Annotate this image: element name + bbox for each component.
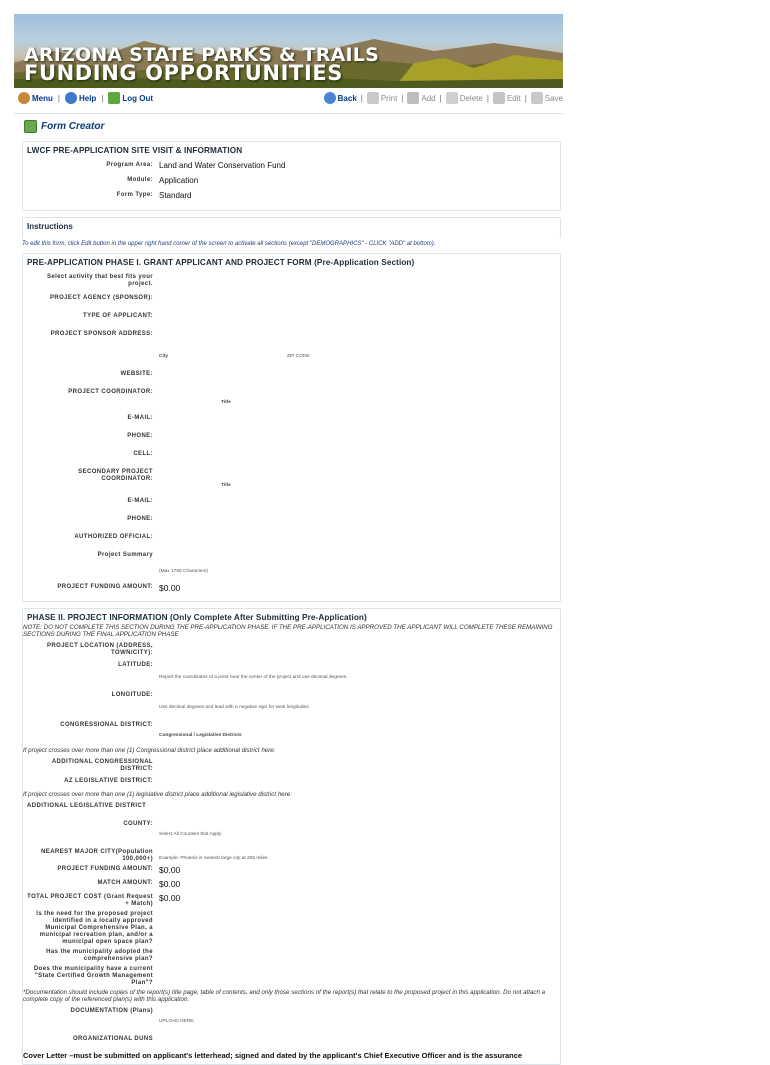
add-label: Add <box>421 93 436 103</box>
print-icon <box>367 92 379 104</box>
form-info-title: LWCF PRE-APPLICATION SITE VISIT & INFORMATION <box>27 146 243 155</box>
program-area-value: Land and Water Conservation Fund <box>159 161 286 170</box>
phase1-funding-value: $0.00 <box>159 583 181 593</box>
module-value: Application <box>159 176 199 185</box>
toolbar-left: Menu | Help | Log Out <box>18 92 153 104</box>
save-button[interactable] <box>531 92 563 104</box>
authorized-official-label: AUTHORIZED OFFICIAL: <box>74 534 153 540</box>
location-label: PROJECT LOCATION (ADDRESS, TOWN/CITY): <box>47 643 153 656</box>
phase2-funding-label: PROJECT FUNDING AMOUNT: <box>57 866 153 872</box>
match-label: MATCH AMOUNT: <box>97 880 153 886</box>
add-button[interactable] <box>407 92 435 104</box>
logout-label: Log Out <box>122 93 154 103</box>
banner-title-line2: FUNDING OPPORTUNITIES <box>24 61 344 85</box>
menu-button[interactable] <box>18 92 53 104</box>
congressional-districts-link[interactable]: Congressional / Legislative Districts <box>159 733 242 738</box>
save-icon <box>531 92 543 104</box>
applicant-type-label: TYPE OF APPLICANT: <box>83 313 153 319</box>
delete-label: Delete <box>459 93 483 103</box>
edit-icon <box>493 92 505 104</box>
phone-label: PHONE: <box>127 433 153 439</box>
banner-title-line1: ARIZONA STATE PARKS & TRAILS <box>24 44 379 66</box>
content <box>14 113 563 1065</box>
additional-legislative-label: ADDITIONAL LEGISLATIVE DISTRICT <box>27 803 147 809</box>
documentation-note: *Documentation should include copies of the report(s) title page, table of contents, and only those sections of the report(s) that relate to the proposed project in this application. Do not attach a complete copy of the referenced plan(s) with this application. <box>23 989 546 1003</box>
longitude-label: LONGITUDE: <box>111 692 153 698</box>
edit-button[interactable] <box>493 92 521 104</box>
plan-adopted-question: Has the municipality adopted the comprehensive plan? <box>46 949 153 962</box>
congressional-label: CONGRESSIONAL DISTRICT: <box>60 722 153 728</box>
match-value: $0.00 <box>159 879 181 889</box>
coordinator-label: PROJECT COORDINATOR: <box>68 389 153 395</box>
page <box>14 14 563 1060</box>
edit-label: Edit <box>506 93 521 103</box>
form-creator-heading <box>24 120 563 133</box>
phone2-label: PHONE: <box>127 516 153 522</box>
sponsor-label: PROJECT AGENCY (SPONSOR): <box>49 295 153 301</box>
cell-label: CELL: <box>133 451 153 457</box>
help-icon <box>65 92 77 104</box>
banner-title <box>24 44 379 85</box>
latitude-help: Report the coordinates of a point near the center of the project and use decimal degrees. <box>159 675 348 680</box>
instructions-title: Instructions <box>27 222 73 231</box>
additional-congressional-label: ADDITIONAL CONGRESSIONAL DISTRICT: <box>51 759 153 772</box>
nearest-city-help: Example: Phoenix is nearest large city at 205 miles <box>159 856 268 861</box>
cover-letter-text: Cover Letter –must be submitted on applicant's letterhead; signed and dated by the applicant's Chief Executive Officer and is the assurance <box>23 1051 523 1060</box>
secondary-title-sublabel: Title <box>221 483 231 488</box>
form-type-value: Standard <box>159 191 192 200</box>
help-label: Help <box>78 93 97 103</box>
duns-label: ORGANIZATIONAL DUNS <box>72 1036 153 1042</box>
total-cost-value: $0.00 <box>159 893 181 903</box>
program-area-label: Program Area: <box>106 162 153 168</box>
back-label: Back <box>337 93 357 103</box>
save-label: Save <box>544 93 563 103</box>
max-chars-hint: (Max 1750 Characters) <box>159 569 209 574</box>
zip-sublabel: ZIP CODE <box>287 354 310 359</box>
nearest-city-label: NEAREST MAJOR CITY(Population 100,000+) <box>41 849 153 862</box>
phase1-funding-label: PROJECT FUNDING AMOUNT: <box>57 584 153 590</box>
comprehensive-plan-question: Is the need for the proposed project identified in a locally approved Municipal Comprehensive Plan, a municipal recreation plan, and/or a municipal open space plan? <box>36 911 153 945</box>
longitude-help: Use decimal degrees and lead with a negative sign for west longitudes. <box>159 705 310 710</box>
phase1-title: PRE-APPLICATION PHASE I. GRANT APPLICANT AND PROJECT FORM (Pre-Application Section) <box>27 258 415 267</box>
print-label: Print <box>380 93 398 103</box>
instructions-section <box>22 217 561 239</box>
activity-label: Select activity that best fits your project. <box>46 274 153 287</box>
delete-button[interactable] <box>446 92 483 104</box>
form-type-label: Form Type: <box>116 192 153 198</box>
upload-link[interactable]: UPLOAD HERE: <box>159 1019 195 1024</box>
instructions-text: To edit this form, click Edit button in the upper right hand corner of the screen to activate all sections (except "DEMOGRAPHICS" - CLICK "ADD" at bottom). <box>22 241 436 247</box>
secondary-coordinator-label: SECONDARY PROJECT COORDINATOR: <box>78 469 153 482</box>
menu-label: Menu <box>32 93 53 103</box>
menu-icon <box>18 92 30 104</box>
phase1-section <box>22 253 561 602</box>
documentation-label: DOCUMENTATION (Plans) <box>70 1008 153 1014</box>
banner <box>14 14 563 88</box>
toolbar <box>14 89 563 109</box>
coordinator-title-sublabel: Title <box>221 400 231 405</box>
website-label: WEBSITE: <box>120 371 153 377</box>
add-icon <box>407 92 419 104</box>
toolbar-right: Back | Print | Add | Delete | Edit | Save <box>324 92 563 104</box>
phase2-title: PHASE II. PROJECT INFORMATION (Only Complete After Submitting Pre-Application) <box>27 613 367 622</box>
delete-icon <box>446 92 458 104</box>
phase2-funding-value: $0.00 <box>159 865 181 875</box>
sponsor-address-label: PROJECT SPONSOR ADDRESS: <box>50 331 153 337</box>
az-legislative-label: AZ LEGISLATIVE DISTRICT: <box>64 778 153 784</box>
logout-button[interactable] <box>108 92 153 104</box>
city-sublabel: City <box>159 354 169 359</box>
help-button[interactable] <box>65 92 96 104</box>
phase2-note: NOTE: DO NOT COMPLETE THIS SECTION DURING THE PRE-APPLICATION PHASE. IF THE PRE-APPLICATION IS APPROVED THE APPLICANT WILL COMPLETE THESE REMAINING SECTIONS DURING THE FINAL APPLICATION PHASE <box>23 624 553 638</box>
form-info-section <box>22 141 561 211</box>
congressional-note: If project crosses over more than one (1) Congressional district place additional district here: <box>23 747 276 754</box>
latitude-label: LATITUDE: <box>118 662 153 668</box>
module-label: Module: <box>127 177 153 183</box>
form-creator-title: Form Creator <box>41 121 105 132</box>
total-cost-label: TOTAL PROJECT COST (Grant Request + Match) <box>27 894 153 907</box>
form-icon <box>24 120 37 133</box>
back-button[interactable] <box>324 92 357 104</box>
email2-label: E-MAIL: <box>127 498 153 504</box>
growth-plan-question: Does the municipality have a current "State Certified Growth Management Plan"? <box>33 966 153 986</box>
back-arrow-icon <box>324 92 336 104</box>
logout-icon <box>108 92 120 104</box>
project-summary-label: Project Summary <box>97 552 153 558</box>
print-button[interactable] <box>367 92 397 104</box>
county-help: Select All Counties that Apply <box>159 832 222 837</box>
legislative-note: If project crosses over more than one (1) legislative district place additional legislative district here: <box>23 791 292 798</box>
email-label: E-MAIL: <box>127 415 153 421</box>
county-label: COUNTY: <box>123 821 153 827</box>
phase2-section <box>22 608 561 1065</box>
